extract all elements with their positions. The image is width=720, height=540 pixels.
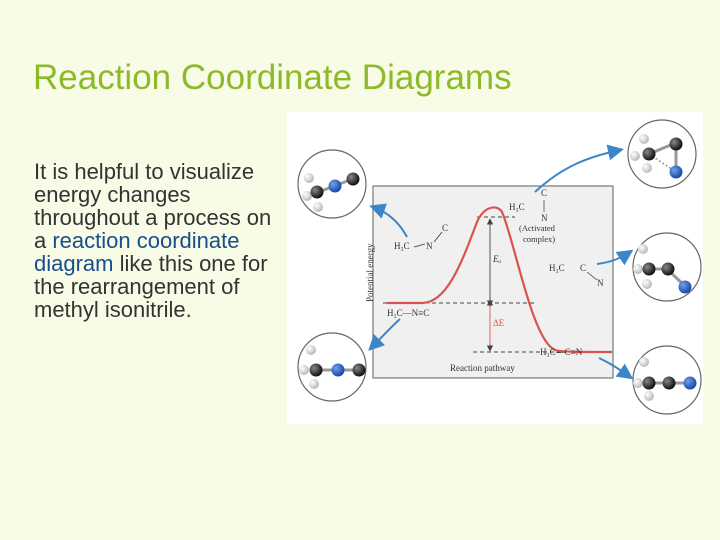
reactant-left-h3c: H₃C: [394, 241, 410, 251]
product-c: C: [580, 263, 587, 273]
x-axis-label: Reaction pathway: [450, 363, 515, 373]
ts-h3c: H₃C: [509, 202, 525, 212]
delta-e-label: ΔE: [493, 318, 505, 328]
slide-title: Reaction Coordinate Diagrams: [33, 58, 512, 97]
ts-n: N: [541, 213, 548, 223]
product-baseline-label: H₃C—C≡N: [540, 347, 583, 357]
y-axis-label: Potential energy: [365, 243, 375, 302]
reactant-baseline-label: H₃C—N≡C: [387, 308, 430, 318]
body-text-part-1: It is helpful to visualize energy changes throughout a process on a: [34, 159, 272, 253]
body-text-highlight: reaction coordinate diagram: [34, 228, 240, 276]
molecule-product-linear: [633, 346, 701, 414]
figure-svg: [287, 112, 703, 424]
ea-label: Eₐ: [493, 254, 502, 264]
ts-note-1: (Activated: [519, 223, 555, 233]
ts-c: C: [541, 188, 548, 198]
molecule-reactant-bottom: [298, 333, 366, 401]
reactant-left-n: N: [426, 241, 433, 251]
molecule-ts-top-right: [628, 120, 696, 188]
product-n: N: [597, 278, 604, 288]
product-h3c: H₃C: [549, 263, 565, 273]
body-text-part-2: like this one for the rearrangement of methyl isonitrile.: [34, 251, 268, 322]
molecule-product-bent: [633, 233, 701, 301]
ts-note-2: complex): [523, 234, 556, 244]
reaction-coordinate-figure: [287, 112, 703, 424]
molecule-reactant-top: [298, 150, 366, 218]
reactant-left-c: C: [442, 223, 449, 233]
body-paragraph: [34, 160, 289, 321]
